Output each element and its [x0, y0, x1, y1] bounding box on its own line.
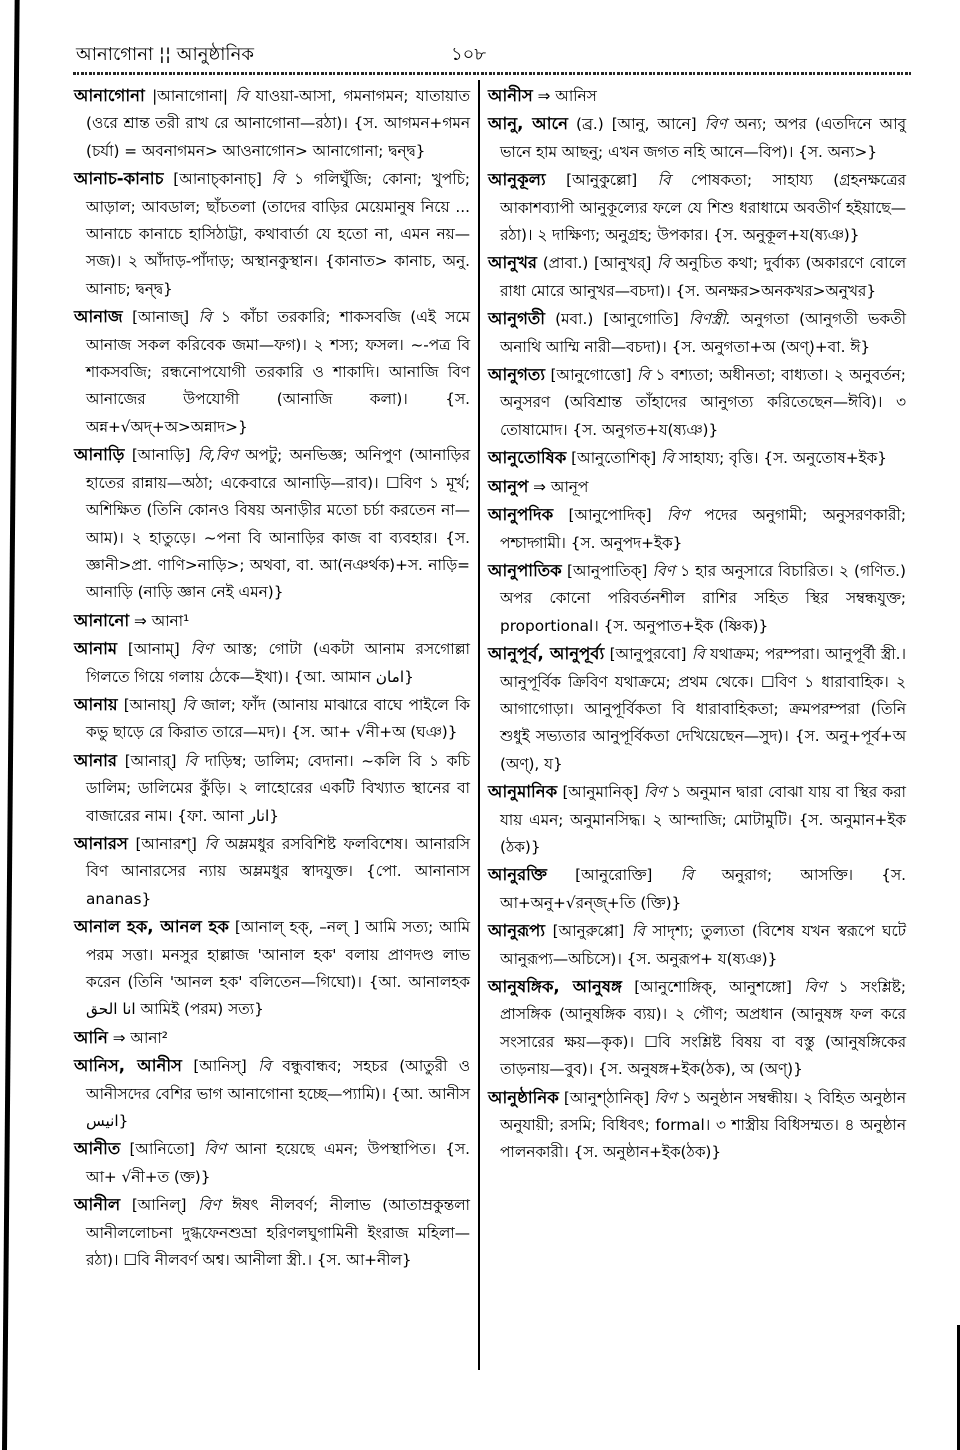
- definition: যথাক্রম; পরম্পরা। আনুপূর্বী স্ত্রী.। আনুপূর্বিক ক্রিবিণ যথাক্রমে; প্রথম থেকে। ☐বিণ ১ ধারাবাহিক। ২ আগাগোড়া। আনুপূর্বিকতা বি ধারাবাহিকতা; ক্রমপরম্পরা (তিনি শুধুই সভ্যতার আনুপূর্বিকতা দেখিয়েছেন—সুদ)। {স. অনু+পূর্ব+অ (অণ্), য}: [500, 645, 906, 773]
- headword: আনুপূর্ব, আনুপূর্ব্য: [488, 644, 605, 664]
- part-of-speech: বিণ: [666, 506, 689, 525]
- part-of-speech: বি: [182, 695, 196, 714]
- dictionary-entry: [488, 778, 906, 861]
- headword: আনুষ্ঠানিক: [488, 1087, 559, 1107]
- part-of-speech: বি: [657, 254, 670, 273]
- headword: আনুরূপ্য: [488, 921, 546, 941]
- dictionary-entry: [488, 973, 906, 1084]
- pronunciation: [আনুশ্ঠানিক্]: [563, 1088, 650, 1107]
- headword: আনুষঙ্গিক, আনুষঙ্গ: [488, 977, 622, 996]
- dictionary-entry: [74, 913, 470, 1024]
- right-column: [488, 82, 906, 1167]
- definition: অম্লমধুর রসবিশিষ্ট ফলবিশেষ। আনারসি বিণ আনারসের ন্যায় অম্লমধুর স্বাদযুক্ত। {পো. আনানাস ananas}: [86, 834, 470, 908]
- definition: সাদৃশ্য; তুল্যতা (বিশেষ যখন স্বরূপে ঘটে আনুরূপ্য—অচিসে)। {স. অনুরূপ+ য(ষ্যঞ)}: [500, 922, 906, 968]
- pronunciation: [আনাল্ হক্, –নল্ ]: [234, 918, 360, 937]
- part-of-speech: বিণ: [654, 1088, 677, 1107]
- pronunciation: [আনুতোশিক্]: [571, 449, 657, 468]
- header-rule: [73, 72, 911, 75]
- part-of-speech: বি: [637, 366, 650, 385]
- headword: আনাম: [74, 639, 118, 659]
- headword: আনু, আনে: [488, 114, 568, 134]
- headword: আনুপদিক: [488, 505, 554, 525]
- dictionary-entry: [74, 747, 470, 830]
- headword: আনাল হক, আনল হক: [74, 917, 229, 937]
- headword: আনারস: [74, 833, 128, 853]
- headword: আনুগতী: [488, 309, 546, 329]
- dictionary-entry: [74, 1052, 470, 1135]
- running-header: [76, 40, 916, 66]
- pronunciation: [আনুপাতিক্]: [567, 561, 648, 580]
- headword: আনুরক্তি: [488, 865, 547, 885]
- scan-edge-left: [2, 0, 20, 1450]
- definition: ⇒ আনূপ: [533, 477, 589, 496]
- part-of-speech: বিণ: [804, 978, 827, 996]
- dictionary-entry: [488, 249, 906, 305]
- page-number: ১০৮: [451, 44, 487, 65]
- dictionary-entry: [488, 473, 906, 501]
- headword: আনুখর: [488, 253, 538, 273]
- definition: অপটু; অনভিজ্ঞ; অনিপুণ (আনাড়ির হাতের রান্নায়—অঠা; একেবারে আনাড়ি—রাব)। ☐বিণ ১ মূর্খ; অশিক্ষিত (তিনি কোনও বিষয় অনাড়ীর মতো চর্চা করতেন না—আম)। ২ হাতুড়ে। ~পনা বি আনাড়ির কাজ বা ব্যবহার। {স. জ্ঞানী>প্রা. ণাণি>নাড়ি>; অথবা, বা. আ(নঞর্থক)+স. নাড়ি= আনাড়ি (নাড়ি জ্ঞান নেই এমন)}: [86, 446, 470, 602]
- pronunciation: [আনুগোত্তো]: [550, 366, 632, 385]
- pronunciation: [আনুরোক্তি]: [575, 866, 653, 885]
- pronunciation: [আনুপুরবো]: [609, 645, 687, 664]
- part-of-speech: বি: [680, 866, 694, 885]
- pronunciation: [আনিতো]: [129, 1140, 195, 1159]
- part-of-speech: বি: [657, 171, 671, 190]
- left-column: [74, 82, 470, 1274]
- definition: ১ অনুষ্ঠান সম্বন্ধীয়। ২ বিহিত অনুষ্ঠান অনুযায়ী; রসমি; বিধিবৎ; formal। ৩ শাস্ত্রীয় বিধিসম্মত। ৪ অনুষ্ঠান পালনকারী। {স. অনুষ্ঠান+ইক(ঠক)}: [500, 1088, 906, 1162]
- headword: আনাগোনা: [74, 86, 145, 105]
- headword: আনুগত্য: [488, 365, 546, 385]
- definition: বন্ধুবান্ধব; সহচর (আতুরী ও আনীসদের বেশির ভাগ আনাগোনা হচ্ছে—প্যামি)। {আ. আনীস انيس}: [86, 1057, 470, 1131]
- dictionary-entry: [74, 607, 470, 635]
- pronunciation: [আনাজ্]: [132, 308, 190, 327]
- definition: দাড়িম্ব; ডালিম; বেদানা। ~কলি বি ১ কচি ডালিম; ডালিমের কুঁড়ি। ২ লাহোরের একটি বিখ্যাত স্থানের বা বাজারের নাম। {ফা. আনা انار}: [86, 751, 470, 825]
- pronunciation: [আনুমানিক্]: [562, 783, 639, 802]
- definition: ১ হার অনুসারে বিচারিত। ২ (গণিত.) অপর কোনো পরিবর্তনশীল রাশির সহিত স্থির সম্বন্ধযুক্ত; proportional। {স. অনুপাত+ইক (ষ্ণিক)}: [500, 561, 906, 635]
- part-of-speech: বিণ: [198, 1196, 221, 1215]
- pronunciation: [আনার্]: [124, 751, 177, 770]
- definition: ১ অনুমান দ্বারা বোঝা যায় বা স্থির করা যায় এমন; অনুমানসিদ্ধ। ২ আন্দাজি; মোটামুটি। {স. অনুমান+ইক (ঠক)}: [500, 783, 906, 856]
- headword: আনার: [74, 750, 117, 770]
- dictionary-entry: [488, 361, 906, 444]
- part-of-speech: বিণস্ত্রী.: [688, 310, 731, 329]
- headword: আনাচ-কানাচ: [74, 169, 164, 189]
- headword: আনানো: [74, 610, 130, 630]
- column-divider: [478, 80, 480, 1370]
- pronunciation: [আনাম্]: [127, 640, 180, 659]
- definition: ১ সংশ্লিষ্ট; প্রাসঙ্গিক (আনুষঙ্গিক ব্যয়)। ২ গৌণ; অপ্রধান (আনুষঙ্গ ফল করে সংসারের ক্ষয়—কৃক)। ☐বি সংশ্লিষ্ট বিষয় বা বস্তু (আনুষঙ্গিকের তাড়নায়—বুব)। {স. অনুষঙ্গ+ইক(ঠক), অ (অণ্)}: [500, 978, 906, 1079]
- definition: জাল; ফাঁদ (আনায় মাঝারে বাঘে পাইলে কি কভু ছাড়ে রে কিরাত তারে—মদ)। {স. আ+ √নী+অ (ঘঞ)}: [86, 695, 470, 742]
- pronunciation: [আনুশোঙ্গিক্, আনুশঙ্গো]: [634, 978, 792, 996]
- pronunciation: [আনায়্]: [123, 695, 177, 714]
- definition: ১ গলিঘুঁজি; কোনা; খুপচি; আড়াল; আবডাল; ছাঁচতলা (তাদের বাড়ির মেয়েমানুষ নিয়ে ... আনাচে কানাচে হাসিঠাট্টা, কথাবার্তা যে হতো না, এমন নয়—সজ)। ২ আঁদাড়-পাঁদাড়; অস্থানকুস্থান। {কানাত> কানাচ, অনু. আনাচ; দ্বন্দ্ব}: [86, 170, 470, 298]
- part-of-speech: বি: [631, 922, 645, 941]
- definition: অন্য; অপর (এতদিনে আবু ভানে হাম আছনু; এখন জগত নহি আনে—বিপ)। {স. অন্য>}: [500, 115, 906, 161]
- dictionary-entry: [74, 1191, 470, 1274]
- definition: ⇒ আনা¹: [134, 611, 190, 630]
- part-of-speech: বি: [691, 645, 705, 664]
- part-of-speech: বিণ: [652, 561, 675, 580]
- pronunciation: (মবা.) [আনুগোতি]: [555, 310, 679, 329]
- headword: আনাজ: [74, 307, 123, 327]
- pronunciation: [আনাড়ি]: [131, 446, 191, 465]
- pronunciation: [আনুপোদিক্]: [568, 506, 652, 525]
- dictionary-entry: [74, 82, 470, 165]
- dictionary-entry: [74, 441, 470, 606]
- pronunciation: [আনিল্]: [131, 1196, 187, 1215]
- part-of-speech: বি: [184, 751, 198, 770]
- pronunciation: [আনারশ্]: [135, 834, 197, 853]
- headword: আনিস, আনীস: [74, 1056, 182, 1076]
- dictionary-entry: [488, 917, 906, 973]
- part-of-speech: বি,বিণ: [197, 446, 238, 465]
- pronunciation: [আনাচ্কানাচ্]: [173, 170, 262, 189]
- pronunciation: [আনুকুল্লো]: [566, 171, 638, 190]
- definition: ⇒ আনা²: [112, 1028, 168, 1047]
- dictionary-entry: [488, 305, 906, 361]
- definition: অনুচিত কথা; দুর্বাক্য (অকারণে বোলে রাধা মোরে আনুখর—বচদা)। {স. অনক্ষর>অনকখর>অনুখর}: [500, 254, 906, 300]
- dictionary-entry: [488, 1084, 906, 1167]
- part-of-speech: বি: [198, 308, 212, 327]
- guide-words: আনাগোনা ¦¦ আনুষ্ঠানিক: [76, 44, 254, 65]
- dictionary-entry: [74, 830, 470, 913]
- part-of-speech: বি: [661, 449, 675, 468]
- dictionary-entry: [488, 110, 906, 166]
- dictionary-entry: [488, 444, 906, 472]
- dictionary-entry: [488, 557, 906, 640]
- definition: ⇒ আনিস: [537, 87, 597, 105]
- pronunciation: [আনুরুপ্পো]: [552, 922, 625, 941]
- part-of-speech: বি: [271, 170, 285, 189]
- headword: আনুমানিক: [488, 782, 558, 802]
- definition: পোষকতা; সাহায্য (গ্রহনক্ষত্রের আকাশব্যাপী আনুকূল্যের ফলে যে শিশু ধরাধামে অবতীর্ণ হইয়াছে—রঠা)। ২ দাক্ষিণ্য; অনুগ্রহ; উপকার। {স. অনুকূল+য(ষ্যঞ)}: [500, 171, 906, 245]
- definition: যাওয়া-আসা, গমনাগমন; যাতায়াত (ওরে শ্রান্ত তরী রাখ রে আনাগোনা—রঠা)। {স. আগমন+গমন (চর্যা) = অবনাগমন> আওনাগোন> আনাগোনা; দ্বন্দ্ব}: [86, 87, 470, 160]
- headword: আনি: [74, 1027, 108, 1047]
- definition: আনা হয়েছে এমন; উপস্থাপিত। {স. আ+ √নী+ত (ক্ত)}: [86, 1140, 470, 1186]
- dictionary-entry: [488, 861, 906, 917]
- dictionary-entry: [488, 640, 906, 778]
- dictionary-entry: [74, 635, 470, 691]
- dictionary-entry: [74, 691, 470, 747]
- headword: আনুপাতিক: [488, 560, 562, 580]
- definition: অনুগতা (আনুগতী ভকতী অনাথি আম্মি নারী—বচদা)। {স. অনুগতা+অ (অণ্)+বা. ঈ}: [500, 310, 906, 356]
- pronunciation: |আনাগোনা|: [152, 87, 228, 105]
- pronunciation: (প্রাবা.) [আনুখর্]: [542, 254, 652, 273]
- definition: আস্ত; গোটা (একটা আনাম রসগোল্লা গিলতে গিয়ে গলায় ঠেকে—ইখা)। {আ. আমান امان}: [86, 640, 470, 686]
- definition: অনুরাগ; আসক্তি। {স. আ+অনু+√রন্জ্+তি (ক্তি)}: [500, 866, 906, 912]
- dictionary-entry: [488, 501, 906, 557]
- headword: আনায়: [74, 694, 118, 714]
- definition: ১ কাঁচা তরকারি; শাকসবজি (এই সমে আনাজ সকল করিবেক জমা—ফগ)। ২ শস্য; ফসল। ~-পত্র বি শাকসবজি; রন্ধনোপযোগী তরকারি ও শাকাদি। আনাজি বিণ আনাজের উপযোগী (আনাজি কলা)। {স. অন্ন+√অদ্+অ>অন্নাদ>}: [86, 308, 470, 436]
- definition: পদের অনুগামী; অনুসরণকারী; পশ্চাদ্গামী। {স. অনুপদ+ইক}: [500, 506, 906, 552]
- dictionary-entry: [74, 303, 470, 441]
- part-of-speech: বি: [258, 1057, 271, 1076]
- part-of-speech: বিণ: [190, 640, 213, 659]
- headword: আনীল: [74, 1195, 121, 1215]
- dictionary-entry: [488, 166, 906, 249]
- headword: আনুকূল্য: [488, 170, 546, 190]
- headword: আনুতোষিক: [488, 448, 567, 468]
- part-of-speech: বিণ: [704, 115, 727, 134]
- dictionary-entry: [488, 82, 906, 110]
- part-of-speech: বি: [235, 87, 249, 105]
- definition: ১ বশ্যতা; অধীনতা; বাধ্যতা। ২ অনুবর্তন; অনুসরণ (অবিশ্রান্ত তাঁহাদের আনুগত্য করিতেছেন—ঈবি)। ৩ তোষামোদ। {স. অনুগত+য(ষ্যঞ)}: [500, 366, 906, 439]
- definition: আমি সত্য; আমি পরম সত্তা। মনসুর হাল্লাজ 'আনাল হক' বলায় প্রাণদণ্ড লাভ করেন (তিনি 'আনল হক' বলিতেন—গিঘো)। {আ. আনালহক انا الحق আমিই (পরম) সত্য}: [86, 918, 470, 1019]
- headword: আনাড়ি: [74, 445, 125, 465]
- dictionary-entry: [74, 165, 470, 303]
- part-of-speech: বিণ: [204, 1140, 227, 1159]
- headword: আনুপ: [488, 476, 529, 496]
- definition: সাহায্য; বৃত্তি। {স. অনুতোষ+ইক}: [678, 449, 887, 468]
- headword: আনীত: [74, 1139, 121, 1159]
- pronunciation: (ব্র.) [আনু, আনে]: [576, 115, 697, 134]
- part-of-speech: বি: [204, 834, 218, 853]
- dictionary-entry: [74, 1024, 470, 1052]
- definition: ঈষৎ নীলবর্ণ; নীলাভ (আতাম্রকুন্তলা আনীললোচনা দুগ্ধফেনশুভ্রা হরিণলঘুগামিনী ইংরাজ মহিলা—রঠা)। ☐বি নীলবর্ণ অশ্ব। আনীলা স্ত্রী.। {স. আ+নীল}: [86, 1196, 470, 1270]
- part-of-speech: বিণ: [643, 783, 666, 802]
- pronunciation: [আনিস্]: [193, 1057, 247, 1076]
- dictionary-entry: [74, 1135, 470, 1191]
- headword: আনীস: [488, 86, 533, 105]
